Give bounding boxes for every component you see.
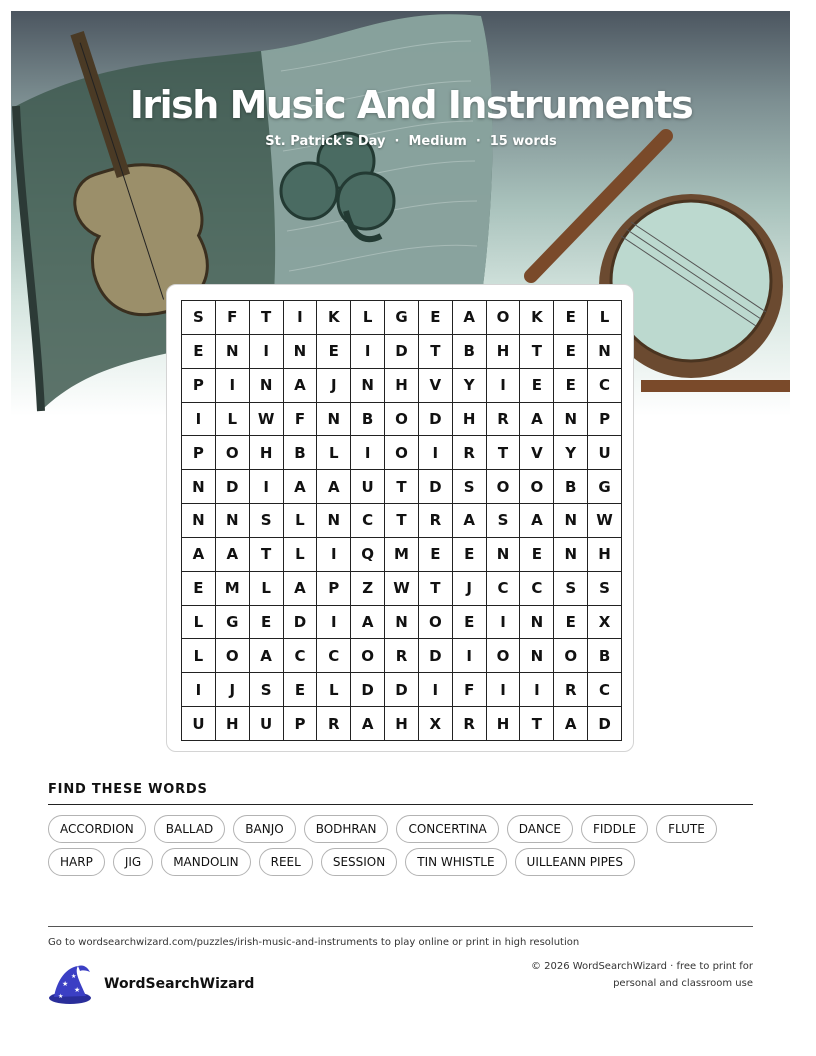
grid-cell[interactable]: L <box>317 436 351 470</box>
brand[interactable] <box>46 962 254 1006</box>
meta-separator: · <box>475 134 481 149</box>
grid-cell[interactable]: T <box>520 335 554 369</box>
grid-cell[interactable]: F <box>216 301 250 335</box>
grid-cell[interactable]: P <box>182 436 216 470</box>
grid-cell[interactable]: I <box>419 673 453 707</box>
grid-cell[interactable]: N <box>182 470 216 504</box>
word-chip: FIDDLE <box>581 815 648 843</box>
grid-cell[interactable]: O <box>554 639 588 673</box>
svg-text:★: ★ <box>71 973 77 980</box>
word-list-heading: FIND THESE WORDS <box>48 782 753 805</box>
grid-cell[interactable]: B <box>588 639 622 673</box>
meta-separator: · <box>394 134 400 149</box>
word-chip: BANJO <box>233 815 295 843</box>
meta-word-count: 15 words <box>489 134 557 149</box>
grid-cell[interactable]: T <box>385 504 419 538</box>
grid-cell[interactable]: B <box>453 335 487 369</box>
grid-cell[interactable]: Y <box>554 436 588 470</box>
grid-cell[interactable]: O <box>487 301 521 335</box>
grid-cell[interactable]: N <box>182 504 216 538</box>
grid-cell[interactable]: N <box>554 538 588 572</box>
grid-cell[interactable]: J <box>317 369 351 403</box>
grid-cell[interactable]: E <box>453 538 487 572</box>
grid-cell[interactable]: I <box>216 369 250 403</box>
grid-cell[interactable]: O <box>487 470 521 504</box>
grid-cell[interactable]: G <box>216 606 250 640</box>
grid-cell[interactable]: H <box>216 707 250 741</box>
grid-cell[interactable]: T <box>419 572 453 606</box>
grid-cell[interactable]: H <box>385 369 419 403</box>
grid-cell[interactable]: H <box>385 707 419 741</box>
grid-cell[interactable]: T <box>250 301 284 335</box>
grid-cell[interactable]: S <box>250 504 284 538</box>
grid-cell[interactable]: L <box>317 673 351 707</box>
grid-cell[interactable]: C <box>520 572 554 606</box>
grid-cell[interactable]: I <box>317 606 351 640</box>
grid-cell[interactable]: S <box>182 301 216 335</box>
grid-cell[interactable]: H <box>250 436 284 470</box>
word-chip: CONCERTINA <box>396 815 498 843</box>
grid-cell[interactable]: C <box>487 572 521 606</box>
grid-cell[interactable]: R <box>487 403 521 437</box>
meta-theme: St. Patrick's Day <box>265 134 386 149</box>
grid-cell[interactable]: L <box>588 301 622 335</box>
grid-cell[interactable]: D <box>351 673 385 707</box>
grid-cell[interactable]: O <box>385 436 419 470</box>
grid-cell[interactable]: M <box>385 538 419 572</box>
word-chip: ACCORDION <box>48 815 146 843</box>
grid-cell[interactable]: T <box>487 436 521 470</box>
grid-cell[interactable]: N <box>317 504 351 538</box>
grid-cell[interactable]: T <box>385 470 419 504</box>
grid-cell[interactable]: S <box>487 504 521 538</box>
grid-cell[interactable]: N <box>520 639 554 673</box>
grid-cell[interactable]: N <box>385 606 419 640</box>
grid-cell[interactable]: M <box>216 572 250 606</box>
grid-cell[interactable]: W <box>250 403 284 437</box>
grid-cell[interactable]: E <box>250 606 284 640</box>
grid-cell[interactable]: A <box>284 470 318 504</box>
grid-cell[interactable]: I <box>487 673 521 707</box>
grid-cell[interactable]: X <box>588 606 622 640</box>
grid-cell[interactable]: C <box>588 673 622 707</box>
grid-cell[interactable]: N <box>216 504 250 538</box>
grid-cell[interactable]: A <box>284 572 318 606</box>
grid-cell[interactable]: V <box>419 369 453 403</box>
grid-cell[interactable]: E <box>554 301 588 335</box>
word-chip: JIG <box>113 848 153 876</box>
grid-cell[interactable]: E <box>520 369 554 403</box>
grid-cell[interactable]: G <box>385 301 419 335</box>
grid-cell[interactable]: Q <box>351 538 385 572</box>
svg-text:★: ★ <box>62 980 69 988</box>
grid-cell[interactable]: R <box>554 673 588 707</box>
grid-cell[interactable]: W <box>588 504 622 538</box>
grid-cell[interactable]: I <box>250 335 284 369</box>
word-chip: MANDOLIN <box>161 848 250 876</box>
word-chip: BODHRAN <box>304 815 389 843</box>
grid-cell[interactable]: D <box>419 403 453 437</box>
grid-cell[interactable]: A <box>284 369 318 403</box>
grid-cell[interactable]: R <box>453 707 487 741</box>
grid-cell[interactable]: E <box>453 606 487 640</box>
grid-cell[interactable]: I <box>351 436 385 470</box>
grid-cell[interactable]: P <box>317 572 351 606</box>
grid-cell[interactable]: U <box>588 436 622 470</box>
word-chip: BALLAD <box>154 815 226 843</box>
grid-cell[interactable]: C <box>588 369 622 403</box>
page-title: Irish Music And Instruments <box>129 83 693 127</box>
grid-cell[interactable]: A <box>317 470 351 504</box>
letter-grid[interactable] <box>181 300 622 741</box>
grid-cell[interactable]: C <box>284 639 318 673</box>
grid-cell[interactable]: S <box>588 572 622 606</box>
grid-cell[interactable]: A <box>351 707 385 741</box>
grid-cell[interactable]: E <box>554 369 588 403</box>
footer-divider <box>48 926 753 927</box>
grid-cell[interactable]: D <box>284 606 318 640</box>
grid-cell[interactable]: P <box>182 369 216 403</box>
grid-cell[interactable]: T <box>419 335 453 369</box>
grid-cell[interactable]: I <box>487 369 521 403</box>
grid-cell[interactable]: S <box>554 572 588 606</box>
grid-cell[interactable]: W <box>385 572 419 606</box>
word-chip: TIN WHISTLE <box>405 848 506 876</box>
grid-cell[interactable]: S <box>453 470 487 504</box>
grid-cell[interactable]: H <box>487 707 521 741</box>
grid-cell[interactable]: U <box>250 707 284 741</box>
grid-cell[interactable]: N <box>588 335 622 369</box>
grid-cell[interactable]: F <box>453 673 487 707</box>
grid-cell[interactable]: O <box>351 639 385 673</box>
grid-cell[interactable]: T <box>250 538 284 572</box>
grid-cell[interactable]: N <box>520 606 554 640</box>
grid-cell[interactable]: B <box>351 403 385 437</box>
puzzle-card <box>166 284 634 752</box>
grid-cell[interactable]: K <box>317 301 351 335</box>
grid-cell[interactable]: B <box>554 470 588 504</box>
grid-cell[interactable]: A <box>453 301 487 335</box>
grid-cell[interactable]: O <box>520 470 554 504</box>
grid-cell[interactable]: I <box>182 403 216 437</box>
grid-cell[interactable]: N <box>554 504 588 538</box>
grid-cell[interactable]: A <box>250 639 284 673</box>
grid-cell[interactable]: D <box>588 707 622 741</box>
grid-cell[interactable]: J <box>216 673 250 707</box>
grid-cell[interactable]: E <box>520 538 554 572</box>
grid-cell[interactable]: N <box>317 403 351 437</box>
grid-cell[interactable]: I <box>182 673 216 707</box>
grid-cell[interactable]: E <box>182 572 216 606</box>
grid-cell[interactable]: I <box>250 470 284 504</box>
grid-cell[interactable]: K <box>520 301 554 335</box>
grid-cell[interactable]: I <box>419 436 453 470</box>
word-chip: DANCE <box>507 815 573 843</box>
word-chip: HARP <box>48 848 105 876</box>
grid-cell[interactable]: S <box>250 673 284 707</box>
grid-cell[interactable]: I <box>487 606 521 640</box>
grid-cell[interactable]: N <box>250 369 284 403</box>
word-chip: REEL <box>259 848 313 876</box>
grid-cell[interactable]: N <box>216 335 250 369</box>
word-chip: FLUTE <box>656 815 717 843</box>
grid-cell[interactable]: I <box>351 335 385 369</box>
word-chip: SESSION <box>321 848 397 876</box>
grid-cell[interactable]: G <box>588 470 622 504</box>
footer-url-text: Go to wordsearchwizard.com/puzzles/irish-music-and-instruments to play online or print in high resolution <box>48 937 580 948</box>
grid-cell[interactable]: L <box>182 639 216 673</box>
grid-cell[interactable]: D <box>385 673 419 707</box>
grid-cell[interactable]: H <box>487 335 521 369</box>
grid-cell[interactable]: D <box>216 470 250 504</box>
grid-cell[interactable]: A <box>453 504 487 538</box>
grid-cell[interactable]: D <box>385 335 419 369</box>
meta-difficulty: Medium <box>408 134 467 149</box>
grid-cell[interactable]: A <box>182 538 216 572</box>
grid-cell[interactable]: A <box>351 606 385 640</box>
grid-cell[interactable]: P <box>588 403 622 437</box>
grid-cell[interactable]: J <box>453 572 487 606</box>
svg-text:★: ★ <box>58 993 64 1000</box>
grid-cell[interactable]: F <box>284 403 318 437</box>
grid-cell[interactable]: P <box>284 707 318 741</box>
grid-cell[interactable]: D <box>419 639 453 673</box>
grid-cell[interactable]: L <box>216 403 250 437</box>
grid-cell[interactable]: C <box>317 639 351 673</box>
grid-cell[interactable]: X <box>419 707 453 741</box>
grid-cell[interactable]: N <box>554 403 588 437</box>
grid-cell[interactable]: E <box>554 335 588 369</box>
grid-cell[interactable]: R <box>385 639 419 673</box>
grid-cell[interactable]: A <box>520 403 554 437</box>
grid-cell[interactable]: V <box>520 436 554 470</box>
grid-cell[interactable]: E <box>419 538 453 572</box>
grid-cell[interactable]: C <box>351 504 385 538</box>
grid-cell[interactable]: R <box>453 436 487 470</box>
grid-cell[interactable]: I <box>284 301 318 335</box>
wizard-hat-icon <box>46 962 94 1006</box>
grid-cell[interactable]: E <box>284 673 318 707</box>
grid-cell[interactable]: R <box>419 504 453 538</box>
grid-cell[interactable]: A <box>554 707 588 741</box>
grid-cell[interactable]: I <box>520 673 554 707</box>
grid-cell[interactable]: L <box>250 572 284 606</box>
grid-cell[interactable]: N <box>284 335 318 369</box>
grid-cell[interactable]: O <box>216 436 250 470</box>
grid-cell[interactable]: U <box>182 707 216 741</box>
grid-cell[interactable]: D <box>419 470 453 504</box>
word-chip: UILLEANN PIPES <box>515 848 635 876</box>
copyright-text: © 2026 WordSearchWizard · free to print for personal and classroom use <box>530 961 753 989</box>
grid-cell[interactable]: U <box>351 470 385 504</box>
grid-cell[interactable]: I <box>453 639 487 673</box>
grid-cell[interactable]: R <box>317 707 351 741</box>
grid-cell[interactable]: E <box>182 335 216 369</box>
grid-cell[interactable]: O <box>385 403 419 437</box>
svg-text:★: ★ <box>74 986 81 994</box>
grid-cell[interactable]: E <box>554 606 588 640</box>
grid-cell[interactable]: L <box>182 606 216 640</box>
grid-cell[interactable]: L <box>351 301 385 335</box>
grid-cell[interactable]: L <box>284 538 318 572</box>
grid-cell[interactable]: H <box>588 538 622 572</box>
grid-cell[interactable]: T <box>520 707 554 741</box>
grid-cell[interactable]: I <box>317 538 351 572</box>
grid-cell[interactable]: B <box>284 436 318 470</box>
word-list <box>48 815 768 876</box>
grid-cell[interactable]: H <box>453 403 487 437</box>
brand-name: WordSearchWizard <box>104 976 255 992</box>
grid-cell[interactable]: E <box>317 335 351 369</box>
grid-cell[interactable]: A <box>520 504 554 538</box>
grid-cell[interactable]: A <box>216 538 250 572</box>
grid-cell[interactable]: O <box>487 639 521 673</box>
grid-cell[interactable]: E <box>419 301 453 335</box>
grid-cell[interactable]: Y <box>453 369 487 403</box>
grid-cell[interactable]: N <box>487 538 521 572</box>
grid-cell[interactable]: O <box>419 606 453 640</box>
grid-cell[interactable]: N <box>351 369 385 403</box>
puzzle-meta <box>11 134 790 149</box>
grid-cell[interactable]: O <box>216 639 250 673</box>
grid-cell[interactable]: Z <box>351 572 385 606</box>
grid-cell[interactable]: L <box>284 504 318 538</box>
